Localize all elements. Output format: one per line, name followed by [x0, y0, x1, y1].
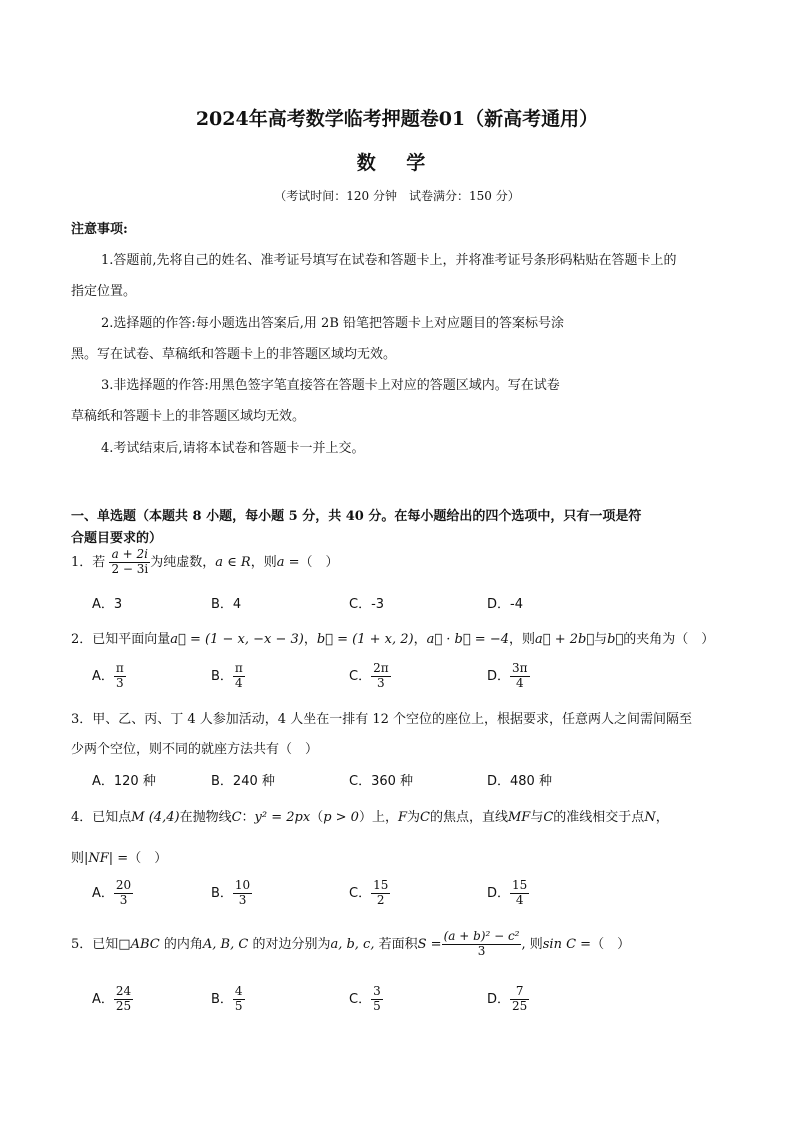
q4-text: ： — [241, 810, 255, 825]
frac-denominator: 5 — [373, 998, 381, 1013]
page-title: 2024年高考数学临考押题卷01（新高考通用） — [195, 108, 599, 130]
option-label: A． — [92, 885, 114, 901]
q4-text: 与 — [530, 810, 544, 825]
option-fraction — [233, 879, 252, 908]
q4-option-b — [211, 879, 252, 908]
option-label: B． — [211, 885, 233, 901]
q5-option-c — [349, 985, 383, 1014]
frac-numerator: 3π — [512, 661, 528, 675]
q2-math: a⃗ + 2b⃗ — [535, 632, 595, 647]
q4-math: p > 0 — [323, 810, 359, 825]
question-2 — [71, 628, 714, 647]
section-heading-line-1: 一、单选题（本题共 8 小题，每小题 5 分，共 40 分。在每小题给出的四个选项中，只有一项是符 — [71, 509, 642, 524]
option-fraction — [371, 985, 383, 1014]
q2-text: 与 — [594, 632, 608, 647]
q2-math: b⃗ = (1 + x, 2) — [316, 632, 414, 647]
q5-text: , 则 — [521, 936, 543, 952]
option-label: B． — [211, 668, 233, 684]
q4-math: |NF| = — [84, 851, 129, 866]
question-number: 4． — [71, 810, 93, 825]
option-fraction — [510, 879, 529, 908]
frac-numerator: 20 — [115, 878, 132, 892]
option-fraction — [114, 879, 133, 908]
q1-option-c: C．-3 — [349, 597, 385, 612]
question-number: 1． — [71, 554, 93, 570]
option-fraction — [114, 662, 126, 691]
notice-line-1: 1.答题前,先将自己的姓名、准考证号填写在试卷和答题卡上，并将准考证号条形码粘贴在答题卡上的 — [101, 253, 677, 268]
notice-line-7: 4.考试结束后,请将本试卷和答题卡一并上交。 — [101, 441, 365, 456]
frac-denominator: 4 — [515, 892, 524, 907]
q1-text: ，则 — [250, 554, 277, 570]
q4-option-d — [487, 879, 529, 908]
frac-denominator: 3 — [238, 892, 247, 907]
frac-denominator: 3 — [116, 675, 124, 690]
q2-option-a — [92, 662, 126, 691]
q4-math: C — [420, 810, 430, 825]
question-4-line-1 — [71, 806, 669, 825]
q1-math: a ∈ R — [215, 554, 251, 570]
q4-text: 则 — [71, 851, 85, 866]
q3-option-b: B．240 种 — [211, 774, 275, 789]
q5-math: a, b, c, — [330, 936, 375, 952]
q2-math: a⃗ = (1 − x, −x − 3) — [170, 632, 304, 647]
notice-line-6: 草稿纸和答题卡上的非答题区域均无效。 — [71, 409, 306, 424]
q4-math: N — [644, 810, 656, 825]
q2-text: 的夹角为（ ） — [623, 632, 715, 647]
exam-info: （考试时间：120 分钟 试卷满分：150 分） — [274, 189, 520, 203]
option-label: C． — [349, 991, 372, 1007]
frac-numerator: (a + b)² − c² — [443, 929, 520, 943]
q4-text: 已知点 — [92, 810, 132, 825]
option-fraction — [233, 985, 245, 1014]
option-fraction — [233, 662, 245, 691]
frac-numerator: 24 — [115, 984, 132, 998]
q5-text: 的对边分别为 — [252, 936, 331, 952]
frac-numerator: 10 — [234, 878, 251, 892]
option-label: B． — [211, 991, 233, 1007]
q4-text: 的焦点，直线 — [429, 810, 508, 825]
q4-option-c — [349, 879, 390, 908]
frac-denominator: 3 — [377, 675, 385, 690]
q5-option-a — [92, 985, 133, 1014]
frac-denominator: 25 — [115, 998, 132, 1013]
q4-math: y² = 2px — [254, 810, 311, 825]
option-label: A． — [92, 668, 114, 684]
q5-text: 的内角 — [163, 936, 203, 952]
question-number: 5． — [71, 936, 93, 952]
answer-paren: （ ） — [299, 554, 339, 570]
option-fraction — [510, 662, 530, 691]
notice-line-3: 2.选择题的作答:每小题选出答案后,用 2B 铅笔把答题卡上对应题目的答案标号涂 — [101, 316, 565, 331]
q2-text: ， — [303, 632, 317, 647]
question-4-line-2 — [71, 847, 167, 866]
q4-math: F — [397, 810, 407, 825]
q1-fraction — [109, 548, 150, 577]
q5-option-b — [211, 985, 245, 1014]
q4-text: ， — [655, 810, 669, 825]
frac-denominator: 2 − 3i — [111, 561, 149, 576]
notice-line-4: 黑。写在试卷、草稿纸和答题卡上的非答题区域均无效。 — [71, 347, 397, 362]
q4-math: C — [543, 810, 554, 825]
frac-numerator: 2π — [373, 661, 389, 675]
q4-math: M (4,4) — [131, 810, 180, 825]
q3-option-c: C．360 种 — [349, 774, 414, 789]
frac-denominator: 3 — [477, 943, 486, 958]
q5-text: 已知 — [92, 936, 119, 952]
q5-math: S = — [417, 936, 442, 952]
frac-numerator: π — [115, 661, 124, 675]
frac-numerator: 15 — [373, 878, 389, 892]
option-label: A． — [92, 991, 114, 1007]
option-fraction — [510, 985, 529, 1014]
q4-option-a — [92, 879, 133, 908]
q1-text: 为纯虚数， — [150, 554, 216, 570]
frac-denominator: 3 — [119, 892, 128, 907]
answer-paren: （ ） — [591, 936, 631, 952]
q4-math: MF — [507, 810, 531, 825]
q5-fraction — [442, 930, 522, 959]
notice-line-2: 指定位置。 — [71, 284, 137, 299]
q3-option-d: D．480 种 — [487, 774, 552, 789]
q2-option-d — [487, 662, 530, 691]
q1-option-b: B．4 — [211, 597, 242, 612]
question-3-line-1: 3．甲、乙、丙、丁 4 人参加活动，4 人坐在一排有 12 个空位的座位上，根据要求，任意两人之间需间隔至 — [71, 712, 693, 727]
frac-numerator: 7 — [510, 985, 529, 1000]
option-label: D． — [487, 885, 511, 901]
question-1 — [71, 548, 339, 577]
q4-text: 的准线相交于点 — [553, 810, 645, 825]
option-fraction — [114, 985, 133, 1014]
notice-line-5: 3.非选择题的作答:用黑色签字笔直接答在答题卡上对应的答题区域内。写在试卷 — [101, 378, 560, 393]
q2-text: ， — [413, 632, 427, 647]
q1-math: a = — [276, 554, 300, 570]
q5-math: □ABC — [118, 936, 160, 952]
q1-text: 若 — [92, 554, 106, 570]
q4-text: ）上， — [358, 810, 398, 825]
q2-option-b — [211, 662, 245, 691]
q4-text: （ — [310, 810, 324, 825]
q5-option-d — [487, 985, 529, 1014]
q4-math: C — [231, 810, 242, 825]
frac-numerator: 4 — [234, 984, 243, 998]
answer-paren: （ ） — [128, 851, 168, 866]
option-label: C． — [349, 668, 372, 684]
question-5 — [71, 930, 630, 959]
q2-option-c — [349, 662, 391, 691]
option-label: C． — [349, 885, 372, 901]
section-heading-line-2: 合题目要求的） — [71, 531, 163, 546]
option-fraction — [371, 662, 391, 691]
q2-text: 已知平面向量 — [92, 632, 171, 647]
frac-numerator: π — [234, 661, 243, 675]
q5-math: sin C = — [542, 936, 592, 952]
q5-text: 若面积 — [378, 936, 418, 952]
q2-text: ，则 — [509, 632, 536, 647]
option-label: D． — [487, 991, 511, 1007]
question-3-line-2: 少两个空位，则不同的就座方法共有（ ） — [71, 742, 319, 757]
q1-option-d: D．-4 — [487, 597, 523, 612]
frac-denominator: 4 — [235, 675, 243, 690]
frac-numerator: 15 — [512, 878, 528, 892]
frac-denominator: 5 — [234, 998, 243, 1013]
question-number: 2． — [71, 632, 93, 647]
frac-numerator: a + 2i — [109, 548, 150, 563]
q2-math: b⃗ — [607, 632, 624, 647]
frac-numerator: 3 — [373, 984, 381, 998]
frac-denominator: 25 — [512, 998, 528, 1013]
frac-denominator: 2 — [376, 892, 385, 907]
subject-title: 数 学 — [356, 152, 438, 174]
option-label: D． — [487, 668, 511, 684]
q5-math: A, B, C — [202, 936, 249, 952]
q3-option-a: A．120 种 — [92, 774, 156, 789]
frac-denominator: 4 — [515, 675, 524, 690]
option-fraction — [371, 879, 390, 908]
q1-option-a: A．3 — [92, 597, 123, 612]
notice-heading: 注意事项: — [71, 222, 128, 237]
q4-text: 在抛物线 — [179, 810, 232, 825]
q4-text: 为 — [407, 810, 421, 825]
q2-math: a⃗ · b⃗ = −4 — [426, 632, 509, 647]
